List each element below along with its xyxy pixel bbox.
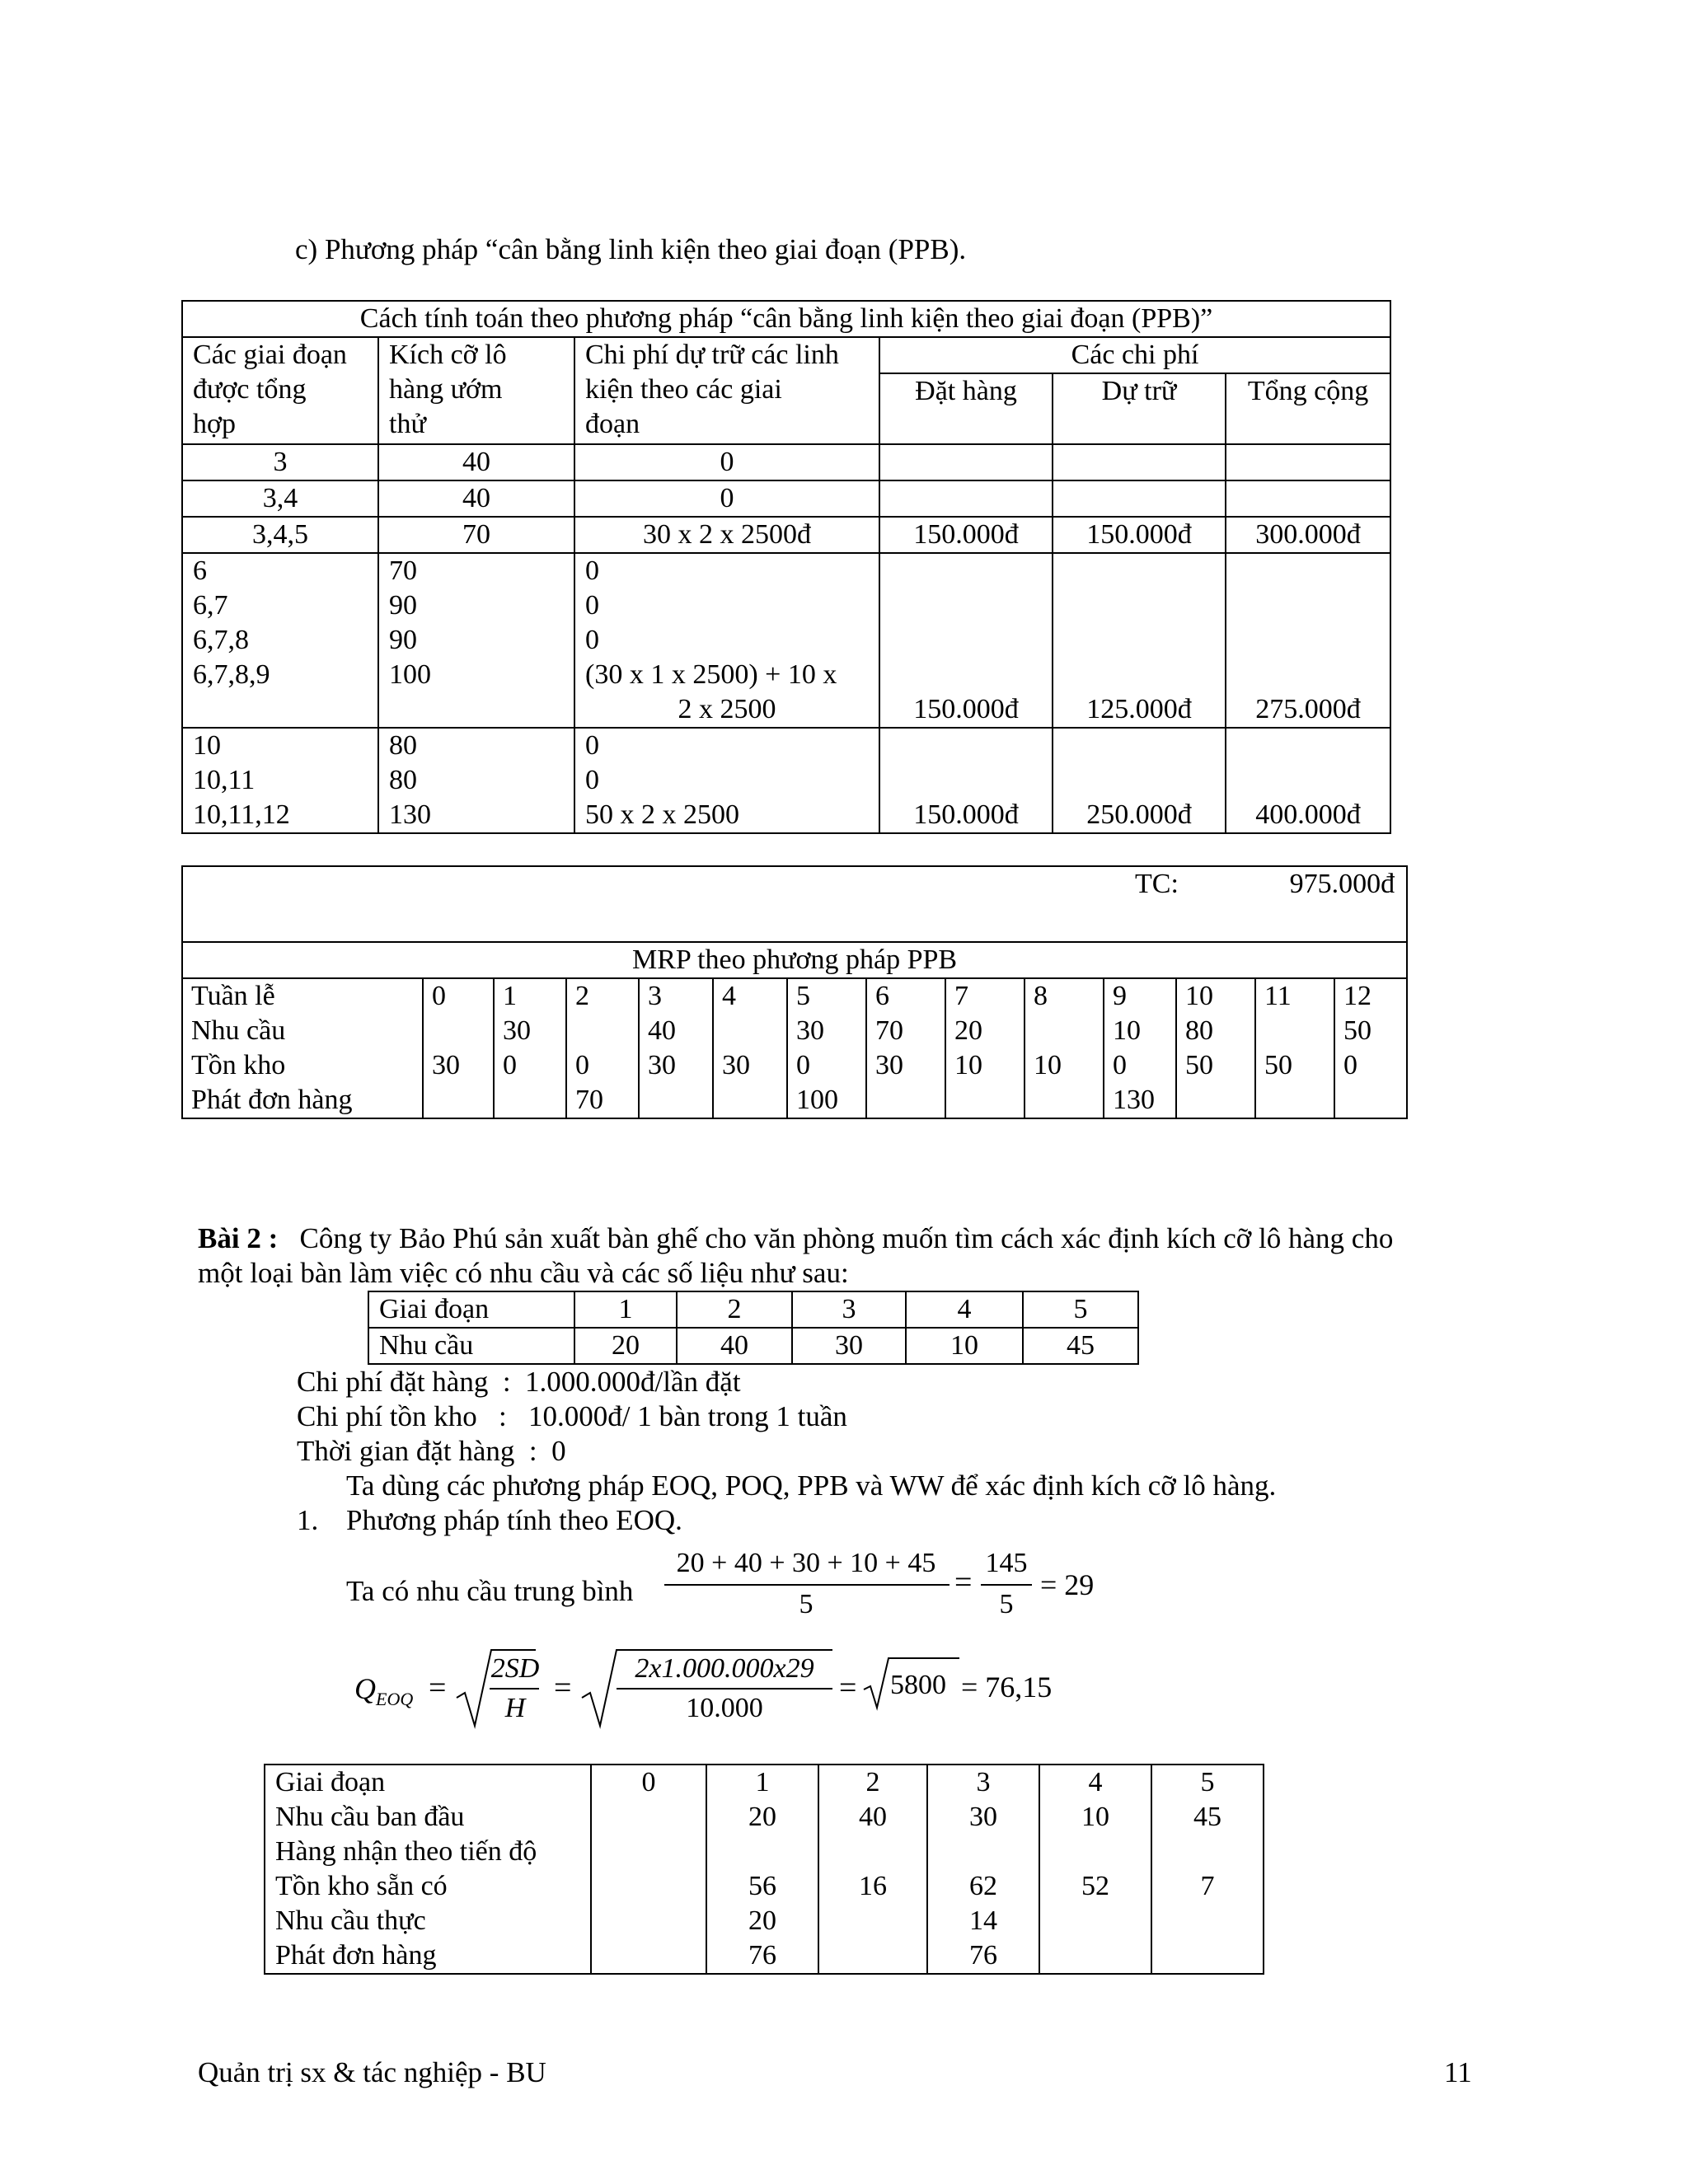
avg-label: Ta có nhu cầu trung bình (346, 1575, 634, 1607)
header-costs: Các chi phí (879, 337, 1390, 373)
table-row: 3,4,5 70 30 x 2 x 2500đ 150.000đ 150.000đ 300.000đ (182, 517, 1390, 553)
demand-table (368, 1291, 1139, 1365)
holding-cost: Chi phí tồn kho : 10.000đ/ 1 bàn trong 1 tuần (297, 1400, 847, 1432)
mrp-data: Tuần lễ Nhu cầu Tồn kho Phát đơn hàng 0 30 1 30 0 2 0 70 3 40 30 4 30 5 30 0 100 6 70 30 7 20 10 8 10 9 10 0 130 10 80 50 11 50 12 50 0 (182, 978, 1407, 1118)
header-hold: Dự trữ (1053, 373, 1226, 444)
equals-sign: = (954, 1565, 973, 1600)
header-periods: Các giai đoạn được tổng hợp (182, 337, 378, 444)
header-total: Tổng cộng (1226, 373, 1390, 444)
bai2-label: Bài 2 : (198, 1222, 279, 1254)
mrp-table (181, 865, 1408, 1119)
tc-value: 975.000đ (1289, 869, 1395, 899)
q-eoq-symbol: $Q_{EOQ}$ (354, 1672, 414, 1710)
avg-numerator-2: 145 (985, 1548, 1028, 1578)
lead-time: Thời gian đặt hàng : 0 (297, 1435, 566, 1467)
avg-numerator: 20 + 40 + 30 + 10 + 45 (676, 1548, 936, 1578)
ppb-title: Cách tính toán theo phương pháp “cân bằng linh kiện theo giai đoạn (PPB)” (182, 301, 1390, 337)
ppb-table (181, 300, 1391, 834)
equals-sign: = (429, 1671, 447, 1705)
table-row: Giai đoạn Nhu cầu ban đầu Hàng nhận theo tiến độ Tồn kho sẵn có Nhu cầu thực Phát đơn hàng 0 1 20 56 20 76 2 40 16 3 30 62 14 76 4 10 52 5 45 7 (265, 1765, 1264, 1974)
mrp-title: MRP theo phương pháp PPB (182, 942, 1407, 978)
tc-label: TC: (1135, 869, 1179, 899)
avg-denominator-2: 5 (999, 1589, 1014, 1619)
f1-numerator: 2SD (490, 1653, 540, 1684)
bai2-paragraph (198, 1221, 1393, 1256)
eoq-result: = 76,15 (961, 1671, 1053, 1704)
header-order: Đặt hàng (879, 373, 1053, 444)
tc-row (182, 866, 1407, 942)
f1-fraction-bar (490, 1688, 539, 1690)
equals-sign: = (554, 1671, 572, 1705)
table-row: Nhu cầu 20 40 30 10 45 (368, 1328, 1138, 1364)
section-heading: c) Phương pháp “cân bằng linh kiện theo giai đoạn (PPB). (295, 233, 967, 265)
f2-numerator: 2x1.000.000x29 (635, 1653, 814, 1684)
avg-fraction-bar (664, 1584, 950, 1586)
avg-denominator: 5 (799, 1589, 814, 1619)
header-holding-cost: Chi phí dự trữ các linh kiện theo các giai đoạn (574, 337, 879, 444)
f2-fraction-bar (617, 1688, 832, 1690)
table-row: 6 6,7 6,7,8 6,7,8,9 70 90 90 100 0 0 0 (30 x 1 x 2500) + 10 x 2 x 2500 150.000đ 125.000đ 275.000đ (182, 553, 1390, 728)
avg-result: = 29 (1040, 1568, 1095, 1601)
f2-denominator: 10.000 (686, 1693, 763, 1723)
method-1-title: Phương pháp tính theo EOQ. (346, 1504, 682, 1536)
f3-value: 5800 (890, 1670, 946, 1700)
table-row: 3,4 40 0 (182, 480, 1390, 517)
method-1-number: 1. (297, 1504, 319, 1536)
table-row: 3 40 0 (182, 444, 1390, 480)
table-row: Giai đoạn 1 2 3 4 5 (368, 1291, 1138, 1328)
f1-denominator: H (504, 1693, 526, 1723)
order-cost: Chi phí đặt hàng : 1.000.000đ/lần đặt (297, 1366, 741, 1398)
avg-fraction-bar-2 (981, 1584, 1032, 1586)
table-row: 10 10,11 10,11,12 80 80 130 0 0 50 x 2 x 2500 150.000đ 250.000đ 400.000đ (182, 728, 1390, 833)
bai2-text1: Công ty Bảo Phú sản xuất bàn ghế cho văn phòng muốn tìm cách xác định kích cỡ lô hàng cho (299, 1222, 1394, 1254)
page-number: 11 (1444, 2056, 1472, 2088)
header-lot-size: Kích cỡ lô hàng ướm thử (378, 337, 574, 444)
bai2-text2: một loại bàn làm việc có nhu cầu và các số liệu như sau: (198, 1257, 849, 1289)
methods-text: Ta dùng các phương pháp EOQ, POQ, PPB và WW để xác định kích cỡ lô hàng. (346, 1469, 1277, 1502)
footer-title: Quản trị sx & tác nghiệp - BU (198, 2056, 546, 2088)
eoq-table (264, 1764, 1264, 1975)
equals-sign: = (839, 1671, 857, 1705)
